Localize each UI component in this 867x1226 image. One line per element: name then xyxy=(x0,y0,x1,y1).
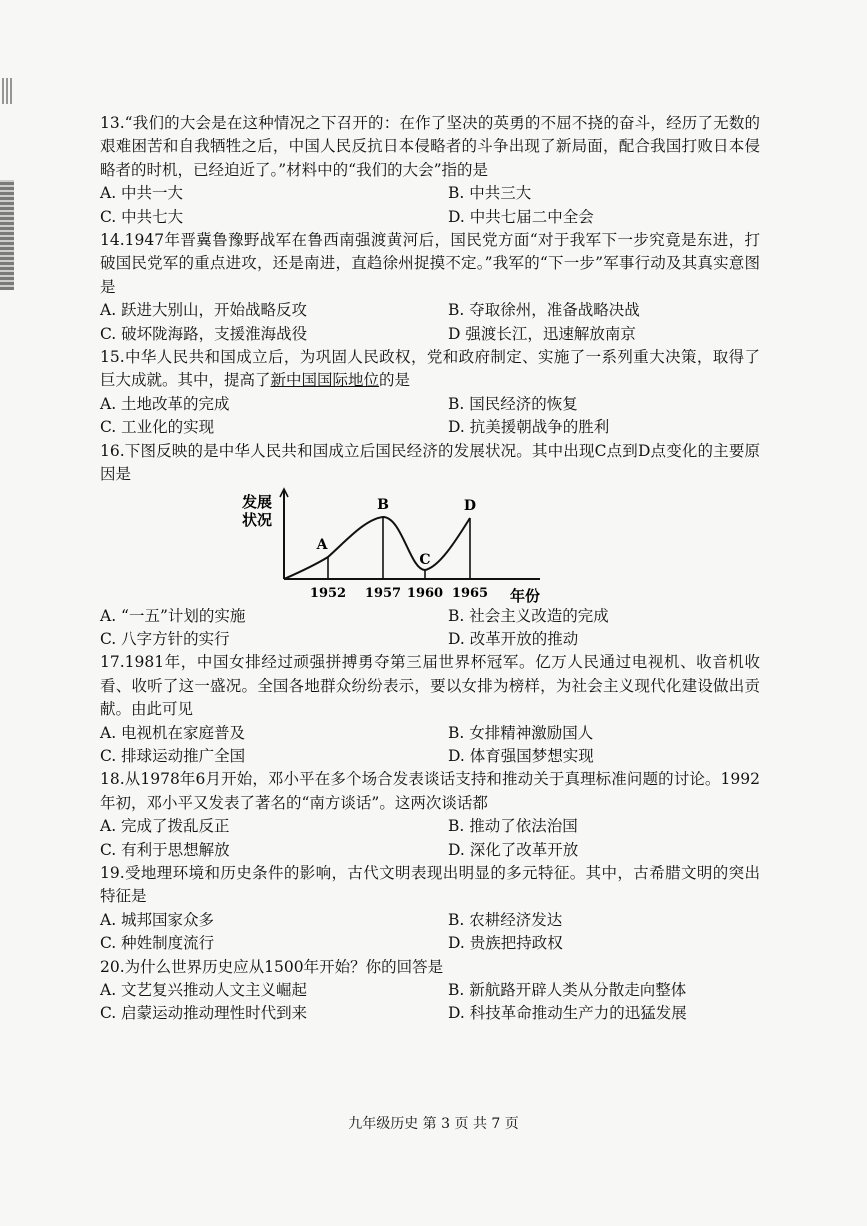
question-stem: 14.1947年晋冀鲁豫野战军在鲁西南强渡黄河后，国民党方面“对于我军下一步究竟是东进，打破国民党军的重点进攻，还是南进，直趋徐州捉摸不定。”我军的“下一步”军事行动及其真实意图是 xyxy=(100,231,760,296)
option-grid xyxy=(100,722,760,769)
option-c: C. 排球运动推广全国 xyxy=(100,746,246,765)
page-footer: 九年级历史 第 3 页 共 7 页 xyxy=(348,1116,519,1132)
scan-corner-mark xyxy=(2,78,12,104)
point-label-A: A xyxy=(316,536,328,553)
option-a: A. 跃进大别山，开始战略反攻 xyxy=(100,301,308,320)
x-tick-label-1952: 1952 xyxy=(309,585,347,601)
point-label-D: D xyxy=(463,497,477,514)
option-grid xyxy=(100,393,760,440)
question-18 xyxy=(100,768,760,862)
option-d: D 强渡长江，迅速解放南京 xyxy=(448,324,636,343)
option-d: D. 中共七届二中全会 xyxy=(448,207,594,226)
question-stem: 19.受地理环境和历史条件的影响，古代文明表现出明显的多元特征。其中，古希腊文明的突出特征是 xyxy=(100,863,760,906)
x-tick-label-1965: 1965 xyxy=(451,585,489,601)
option-c: C. 启蒙运动推动理性时代到来 xyxy=(100,1004,308,1023)
question-stem: 18.从1978年6月开始，邓小平在多个场合发表谈话支持和推动关于真理标准问题的讨论。1992年初，邓小平又发表了著名的“南方谈话”。这两次谈话都 xyxy=(100,770,760,812)
question-stem: 20.为什么世界历史应从1500年开始？你的回答是 xyxy=(100,957,444,976)
y-axis-label: 发展 xyxy=(242,492,273,511)
x-axis-label: 年份 xyxy=(510,586,541,605)
option-b: B. 农耕经济发达 xyxy=(448,910,563,929)
option-grid xyxy=(100,299,760,346)
question-15 xyxy=(100,346,760,440)
option-d: D. 贵族把持政权 xyxy=(448,934,563,953)
economy-chart-svg xyxy=(240,487,560,605)
option-b: B. 女排精神激励国人 xyxy=(448,723,594,742)
option-b: B. 夺取徐州，准备战略决战 xyxy=(448,301,640,320)
option-c: C. 中共七大 xyxy=(100,207,184,226)
option-grid xyxy=(100,182,760,229)
question-14 xyxy=(100,229,760,346)
exam-page xyxy=(100,112,760,1026)
question-13 xyxy=(100,112,760,229)
question-17 xyxy=(100,651,760,768)
x-tick-label-1960: 1960 xyxy=(406,585,444,601)
option-a: A. 电视机在家庭普及 xyxy=(100,723,246,742)
option-c: C. 破坏陇海路，支援淮海战役 xyxy=(100,324,308,343)
option-d: D. 抗美援朝战争的胜利 xyxy=(448,418,610,437)
option-d: D. 深化了改革开放 xyxy=(448,840,579,859)
option-b: B. 中共三大 xyxy=(448,184,532,203)
option-d: D. 科技革命推动生产力的迅猛发展 xyxy=(448,1004,687,1023)
option-c: C. 八字方针的实行 xyxy=(100,629,230,648)
x-tick-label-1957: 1957 xyxy=(364,585,402,601)
option-a: A. 土地改革的完成 xyxy=(100,394,230,413)
option-a: A. 文艺复兴推动人文主义崛起 xyxy=(100,981,308,999)
stem-text-end: 的是 xyxy=(379,371,411,390)
option-c: C. 工业化的实现 xyxy=(100,418,215,437)
curve-end xyxy=(470,518,540,579)
option-grid xyxy=(100,605,760,652)
option-b: B. 推动了依法治国 xyxy=(448,817,578,836)
economy-chart xyxy=(100,487,760,605)
option-b: B. 社会主义改造的完成 xyxy=(448,606,609,625)
option-c: C. 有利于思想解放 xyxy=(100,840,230,859)
question-stem: 13.“我们的大会是在这种情况之下召开的：在作了坚决的英勇的不屈不挠的奋斗，经历了无数的艰难困苦和自我牺牲之后，中国人民反抗日本侵略者的斗争出现了新局面，配合我国打败日本侵略者的时机，已经迫近了。”材料中的“我们的大会”指的是 xyxy=(100,114,760,179)
question-stem: 16.下图反映的是中华人民共和国成立后国民经济的发展状况。其中出现C点到D点变化的主要原因是 xyxy=(100,441,760,484)
stem-text: 15.中华人民共和国成立后，为巩固人民政权，党和政府制定、实施了一系列重大决策，取得了巨大成就。其中，提高了 xyxy=(100,348,760,390)
option-a: A. 城邦国家众多 xyxy=(100,910,215,929)
question-16 xyxy=(100,440,760,652)
option-c: C. 种姓制度流行 xyxy=(100,934,215,953)
scan-edge-mark xyxy=(0,180,14,290)
y-axis-label-cont: 状况 xyxy=(242,510,273,529)
option-b: B. 国民经济的恢复 xyxy=(448,394,578,413)
stem-underlined-text: 新中国国际地位 xyxy=(270,371,380,390)
option-grid xyxy=(100,979,760,1026)
option-d: D. 体育强国梦想实现 xyxy=(448,746,594,765)
option-grid xyxy=(100,909,760,956)
option-grid xyxy=(100,815,760,862)
series-line xyxy=(284,517,470,579)
point-label-C: C xyxy=(419,551,431,568)
option-a: A. 中共一大 xyxy=(100,184,184,203)
option-b: B. 新航路开辟人类从分散走向整体 xyxy=(448,981,687,999)
point-label-B: B xyxy=(377,496,389,513)
question-20 xyxy=(100,956,760,1026)
option-d: D. 改革开放的推动 xyxy=(448,629,579,648)
option-a: A. 完成了拨乱反正 xyxy=(100,817,230,836)
question-19 xyxy=(100,862,760,956)
question-stem: 17.1981年，中国女排经过顽强拼搏勇夺第三届世界杯冠军。亿万人民通过电视机、收音机收看、收听了这一盛况。全国各地群众纷纷表示，要以女排为榜样，为社会主义现代化建设做出贡献。由此可见 xyxy=(100,653,760,719)
option-a: A. “一五”计划的实施 xyxy=(100,606,246,625)
question-stem xyxy=(100,346,760,393)
